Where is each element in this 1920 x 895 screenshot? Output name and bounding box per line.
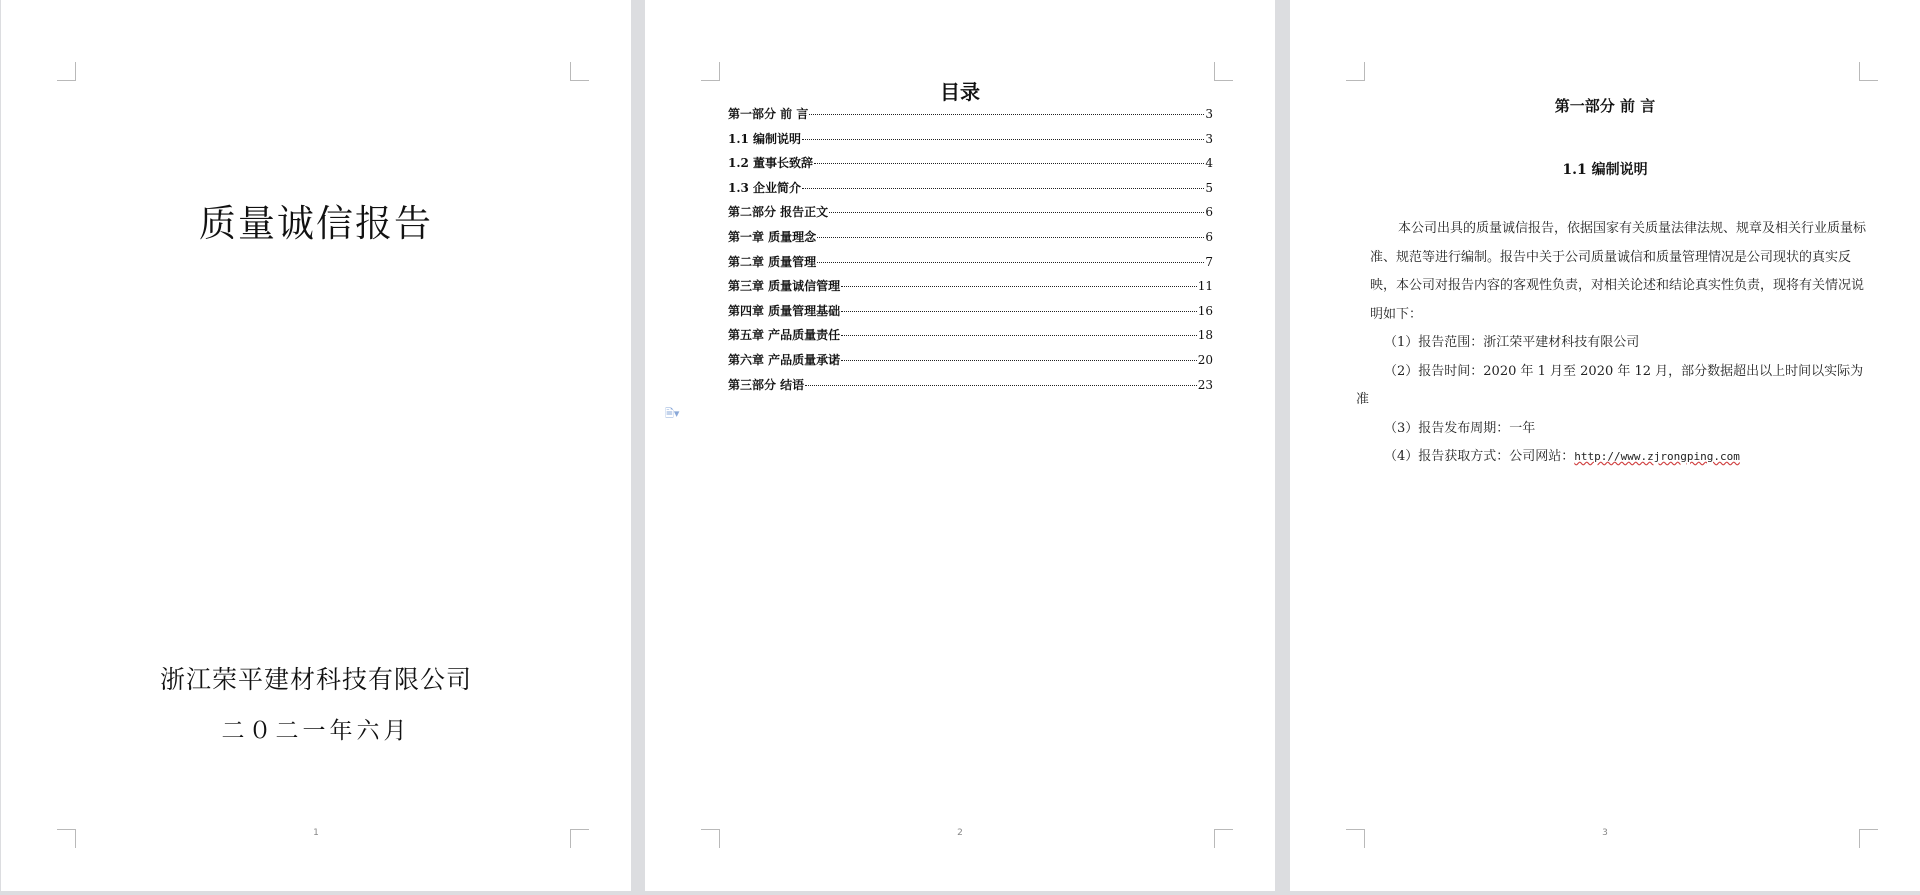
toc-entry-label: 1.1 编制说明 xyxy=(728,131,802,146)
toc-entry-label: 第二章 质量管理 xyxy=(728,254,817,269)
toc-entry[interactable] xyxy=(728,326,1213,351)
section-heading[interactable]: 第一部分 前 言 xyxy=(1554,97,1656,115)
document-icon[interactable]: 🗎▾ xyxy=(665,407,680,420)
toc-entry-label: 第三部分 结语 xyxy=(728,377,805,392)
crop-mark xyxy=(1859,62,1878,81)
toc-list xyxy=(728,105,1213,400)
toc-entry-label: 第三章 质量诚信管理 xyxy=(728,279,841,294)
cover-date[interactable]: 二０二一年六月 xyxy=(221,718,411,744)
subsection-heading[interactable]: 1.1 编制说明 xyxy=(1562,162,1648,178)
website-link[interactable]: http://www.zjrongping.com xyxy=(1574,450,1740,463)
toc-entry[interactable] xyxy=(728,228,1213,253)
intro-paragraph[interactable]: 本公司出具的质量诚信报告，依据国家有关质量法律法规、规章及相关行业质量标准、规范等进行编制。报告中关于公司质量诚信和质量管理情况是公司现状的真实反映，本公司对报告内容的客观性负责，对相关论述和结论真实性负责，现将有关情况说明如下： xyxy=(1370,221,1867,322)
toc-entry-page: 7 xyxy=(1205,254,1213,269)
toc-leader-dots xyxy=(802,139,1204,140)
body-text xyxy=(1356,215,1870,472)
cover-company-name[interactable]: 浙江荣平建材科技有限公司 xyxy=(159,665,472,694)
toc-entry[interactable] xyxy=(728,253,1213,278)
list-item[interactable]: （1）报告范围：浙江荣平建材科技有限公司 xyxy=(1384,335,1640,350)
toc-entry-page: 5 xyxy=(1205,180,1213,195)
cover-title[interactable]: 质量诚信报告 xyxy=(199,202,433,245)
toc-entry[interactable] xyxy=(728,376,1213,401)
toc-entry[interactable] xyxy=(728,277,1213,302)
toc-entry-page: 4 xyxy=(1205,156,1213,171)
toc-entry-page: 3 xyxy=(1205,131,1213,146)
toc-entry-label: 第四章 质量管理基础 xyxy=(728,303,841,318)
crop-mark xyxy=(1346,62,1365,81)
toc-leader-dots xyxy=(817,237,1204,238)
toc-entry[interactable] xyxy=(728,179,1213,204)
toc-entry-page: 3 xyxy=(1205,107,1213,121)
toc-entry[interactable] xyxy=(728,351,1213,376)
list-item[interactable]: （3）报告发布周期：一年 xyxy=(1384,420,1536,436)
page-number: 3 xyxy=(1602,828,1608,838)
list-item[interactable]: （2）报告时间：2020 年 1 月至 2020 年 12 月，部分数据超出以上时间以实际为准 xyxy=(1356,363,1864,407)
toc-entry-label: 第一章 质量理念 xyxy=(728,229,817,244)
toc-entry[interactable] xyxy=(728,154,1213,179)
toc-entry-label: 第六章 产品质量承诺 xyxy=(728,352,841,367)
toc-entry[interactable] xyxy=(728,203,1213,228)
toc-entry-page: 16 xyxy=(1197,303,1213,318)
page-1 xyxy=(1,0,631,891)
toc-entry-page: 20 xyxy=(1197,352,1213,367)
toc-leader-dots xyxy=(829,212,1204,213)
toc-entry-label: 第一部分 前 言 xyxy=(728,107,809,121)
toc-leader-dots xyxy=(841,311,1197,312)
toc-leader-dots xyxy=(802,188,1204,189)
toc-leader-dots xyxy=(809,114,1204,115)
toc-entry-label: 1.2 董事长致辞 xyxy=(728,156,814,171)
toc-entry-label: 第五章 产品质量责任 xyxy=(728,328,841,343)
toc-leader-dots xyxy=(841,286,1197,287)
crop-mark xyxy=(570,62,589,81)
page-2 xyxy=(645,0,1275,891)
page-number: 1 xyxy=(313,828,319,838)
toc-entry-page: 11 xyxy=(1197,279,1213,294)
page-number: 2 xyxy=(957,828,963,838)
toc-entry-page: 18 xyxy=(1197,328,1213,343)
toc-leader-dots xyxy=(817,262,1204,263)
toc-entry-page: 6 xyxy=(1205,229,1213,244)
crop-mark xyxy=(57,62,76,81)
toc-leader-dots xyxy=(841,335,1197,336)
toc-leader-dots xyxy=(805,385,1197,386)
toc-entry[interactable] xyxy=(728,302,1213,327)
list-item[interactable] xyxy=(1370,443,1870,472)
list-item-label: （4）报告获取方式：公司网站： xyxy=(1384,449,1575,464)
toc-title[interactable]: 目录 xyxy=(940,80,980,104)
toc-entry-label: 1.3 企业简介 xyxy=(728,180,802,195)
toc-entry[interactable] xyxy=(728,105,1213,130)
toc-leader-dots xyxy=(841,360,1197,361)
toc-entry[interactable] xyxy=(728,130,1213,155)
page-3 xyxy=(1290,0,1920,891)
toc-entry-page: 23 xyxy=(1197,377,1213,392)
toc-entry-page: 6 xyxy=(1205,205,1213,220)
toc-entry-label: 第二部分 报告正文 xyxy=(728,205,829,220)
toc-leader-dots xyxy=(814,163,1204,164)
